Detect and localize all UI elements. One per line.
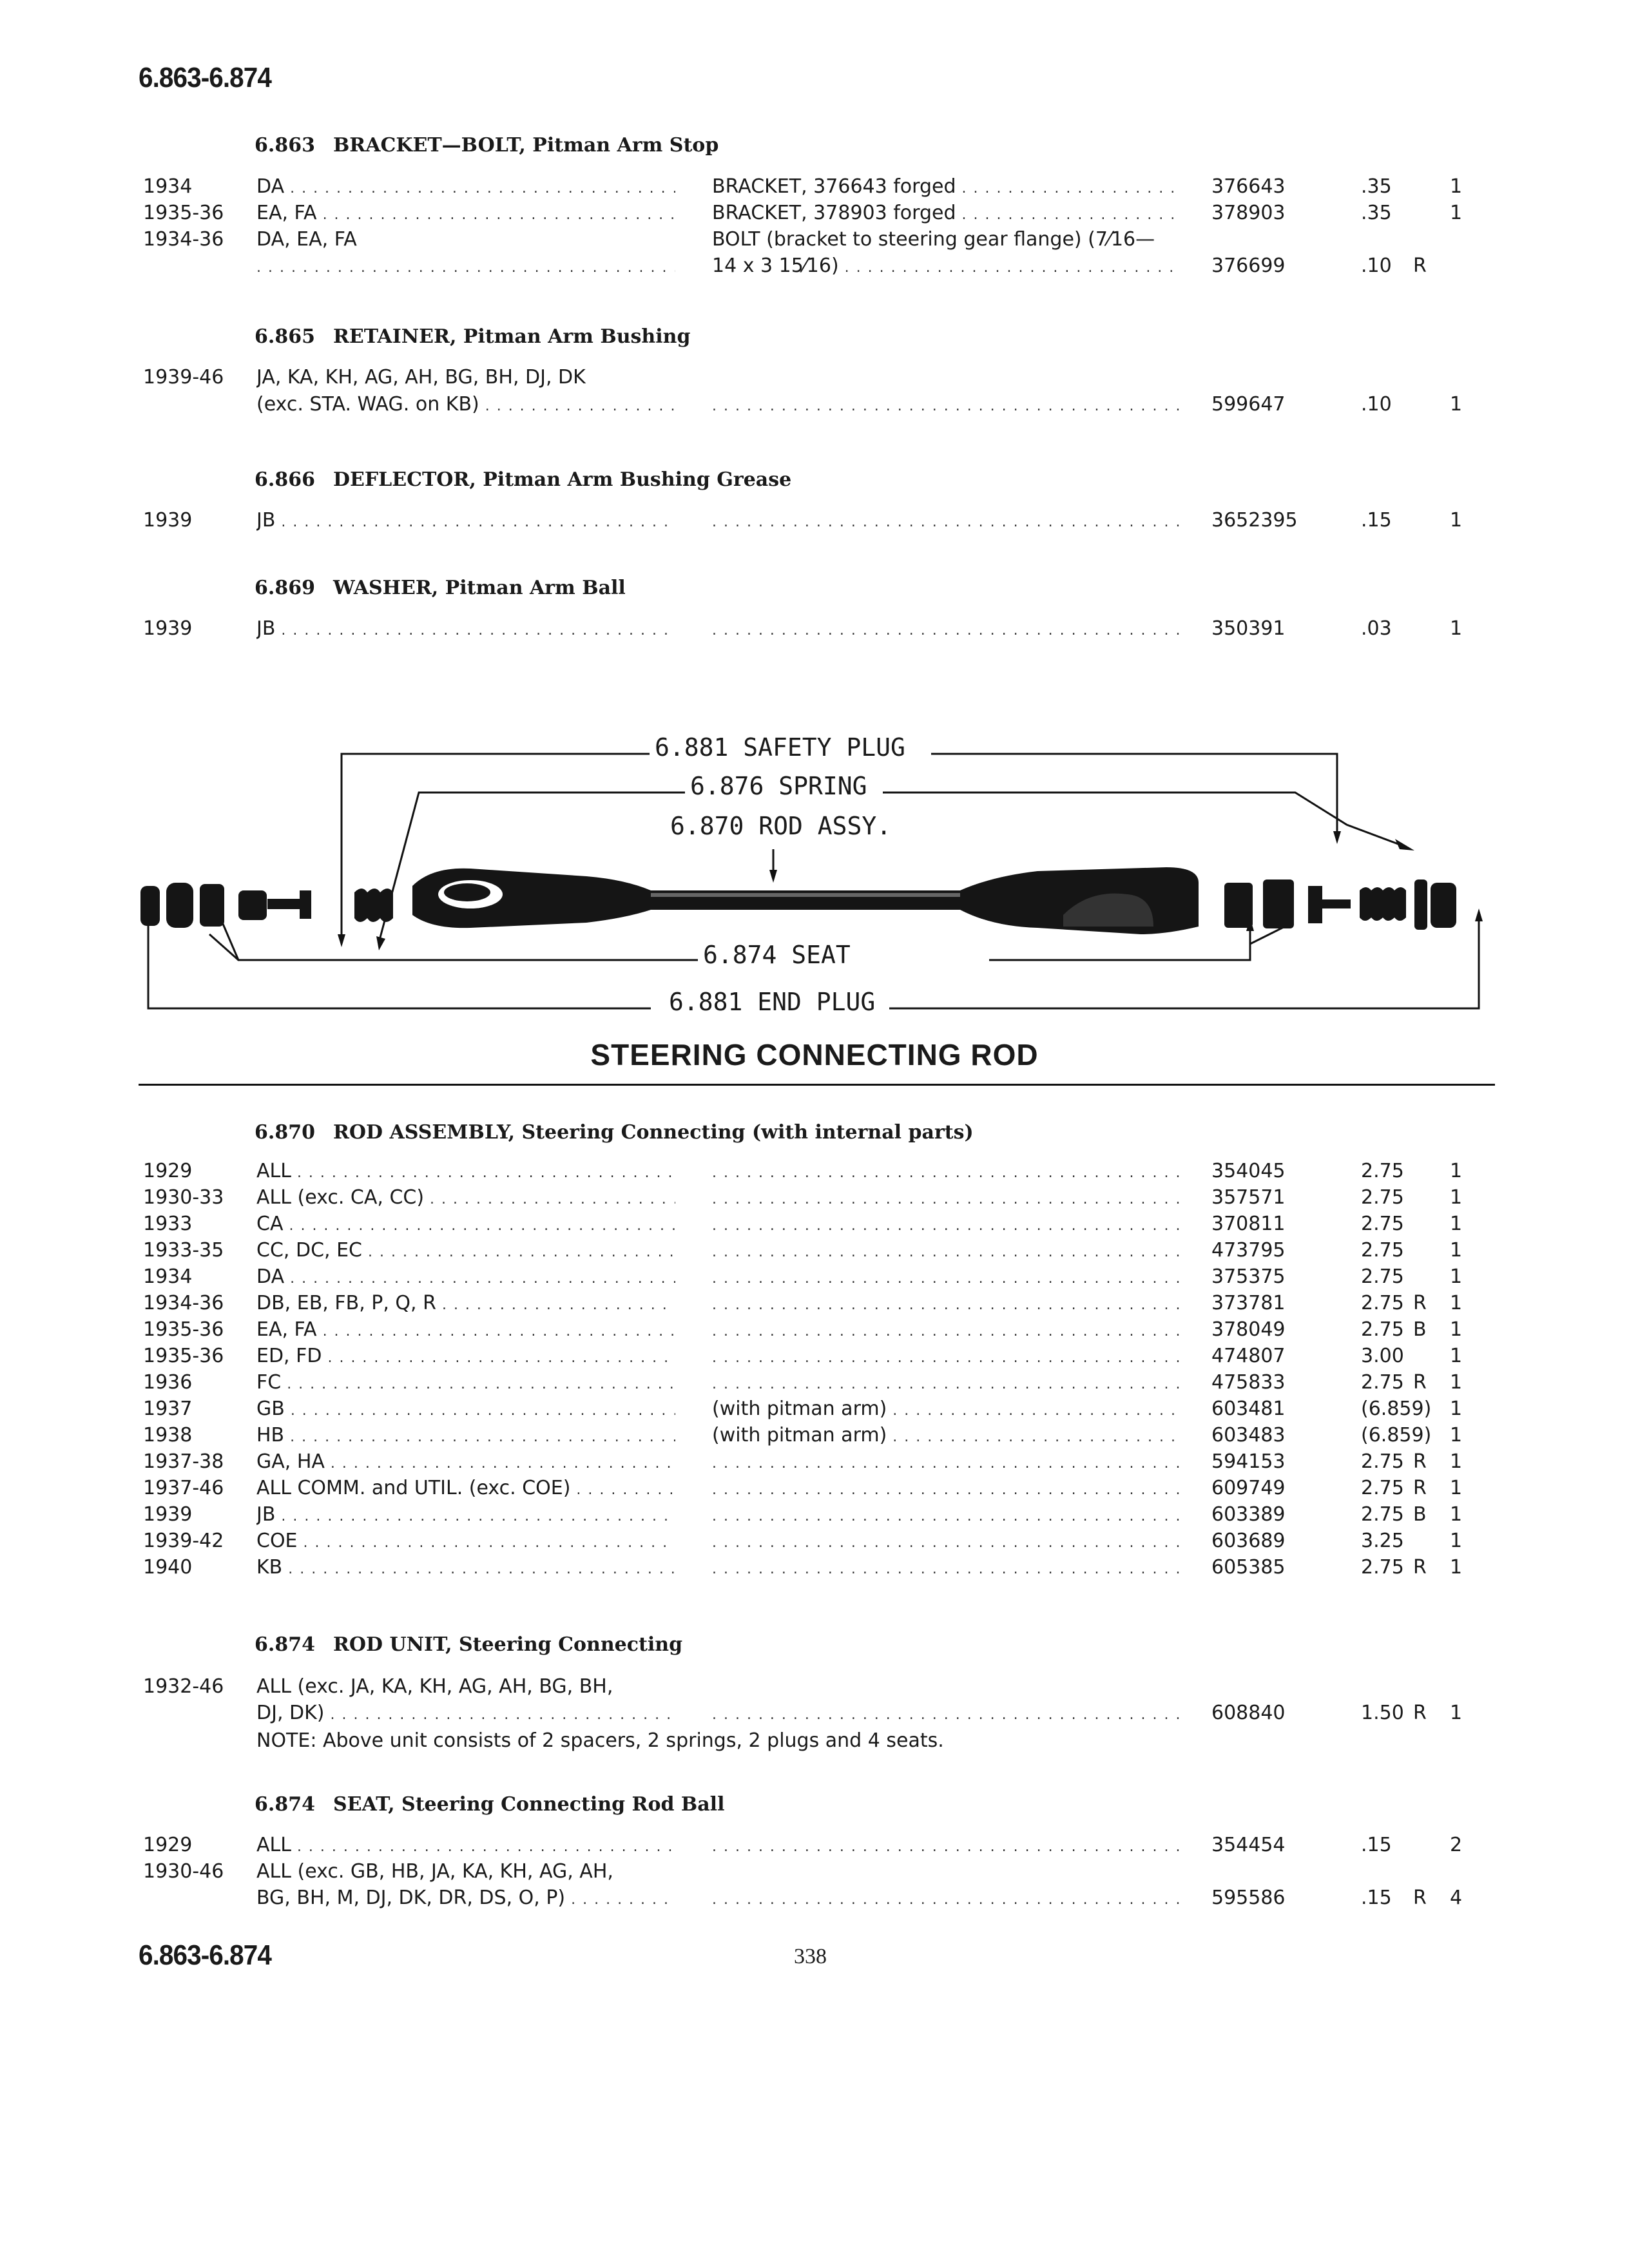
row-models: CC, DC, EC . . . <box>256 1239 675 1262</box>
row-models: EA, FA . . . <box>256 202 675 224</box>
row-price: 2.75 <box>1361 1371 1404 1394</box>
row-year: 1930-33 <box>143 1186 224 1209</box>
row-year: 1939 <box>143 1503 193 1526</box>
row-models: KB . . . <box>256 1556 675 1579</box>
section-title-6869 <box>255 577 626 599</box>
row-description <box>712 1345 1179 1367</box>
row-price: .10 <box>1361 393 1392 416</box>
row-quantity: 1 <box>1450 1186 1463 1209</box>
section-title-6870 <box>255 1121 974 1144</box>
row-year: 1934-36 <box>143 228 224 251</box>
row-description: BRACKET, 378903 forged . . . <box>712 202 1179 224</box>
row-models: ALL (exc. CA, CC) . . . <box>256 1186 675 1209</box>
row-models: JB . . . <box>256 1503 675 1526</box>
row-price: 2.75 <box>1361 1265 1404 1288</box>
row-price: 2.75 <box>1361 1556 1404 1579</box>
seat-leader-left-branch <box>209 934 238 960</box>
table-row <box>0 1292 1629 1319</box>
row-part-number: 370811 <box>1211 1213 1286 1235</box>
row-description: 14 x 3 15⁄16) . . . <box>712 255 1179 277</box>
row-price: 2.75 <box>1361 1477 1404 1499</box>
section-name: DEFLECTOR, Pitman Arm Bushing Grease <box>333 468 792 491</box>
row-description <box>712 1702 1179 1724</box>
section-name: WASHER, Pitman Arm Ball <box>333 577 626 599</box>
row-price: 3.25 <box>1361 1530 1404 1552</box>
row-description <box>712 1834 1179 1856</box>
page-number: 338 <box>794 1945 827 1968</box>
row-part-number: 357571 <box>1211 1186 1286 1209</box>
row-models: ALL COMM. and UTIL. (exc. COE) . . . <box>256 1477 675 1499</box>
row-quantity: 1 <box>1450 1398 1463 1420</box>
table-row <box>0 1213 1629 1240</box>
row-price: 2.75 <box>1361 1213 1404 1235</box>
row-part-number: 376699 <box>1211 255 1286 277</box>
section-number: 6.865 <box>255 325 315 348</box>
arrowhead-icon <box>1475 908 1483 921</box>
table-row <box>0 1424 1629 1451</box>
row-part-number: 350391 <box>1211 617 1286 640</box>
row-code: B <box>1413 1318 1427 1341</box>
row-quantity: 1 <box>1450 1160 1463 1182</box>
table-row <box>0 228 1629 255</box>
row-code: R <box>1413 1371 1427 1394</box>
table-row <box>0 1450 1629 1477</box>
row-year: 1939-42 <box>143 1530 224 1552</box>
row-year: 1939 <box>143 509 193 532</box>
table-row <box>0 1345 1629 1372</box>
row-description <box>712 1160 1179 1182</box>
row-models: CA . . . <box>256 1213 675 1235</box>
page-range-header: 6.863-6.874 <box>139 62 271 93</box>
section-name: RETAINER, Pitman Arm Bushing <box>333 325 691 348</box>
table-row <box>0 1530 1629 1557</box>
row-code: R <box>1413 1556 1427 1579</box>
row-models: HB . . . <box>256 1424 675 1446</box>
row-description <box>712 1477 1179 1499</box>
row-part-number: 473795 <box>1211 1239 1286 1262</box>
table-row <box>0 1318 1629 1345</box>
row-year: 1933-35 <box>143 1239 224 1262</box>
left-end-parts <box>140 883 393 928</box>
diagram-title: STEERING CONNECTING ROD <box>590 1038 1039 1072</box>
rod-unit-note: NOTE: Above unit consists of 2 spacers, 2 springs, 2 plugs and 4 seats. <box>256 1729 944 1752</box>
page-range-footer: 6.863-6.874 <box>139 1939 271 1971</box>
row-code: R <box>1413 1450 1427 1473</box>
row-quantity: 1 <box>1450 1345 1463 1367</box>
row-part-number: 378903 <box>1211 202 1286 224</box>
row-models: (exc. STA. WAG. on KB) . . . <box>256 393 675 416</box>
table-row <box>0 393 1629 420</box>
row-description <box>712 1556 1179 1579</box>
arrowhead-icon <box>376 936 385 950</box>
row-models: FC . . . <box>256 1371 675 1394</box>
row-models: JB . . . <box>256 617 675 640</box>
row-quantity: 1 <box>1450 509 1463 532</box>
row-year: 1929 <box>143 1834 193 1856</box>
row-description <box>712 1265 1179 1288</box>
row-part-number: 595586 <box>1211 1887 1286 1909</box>
row-models: GA, HA . . . <box>256 1450 675 1473</box>
table-row <box>0 175 1629 202</box>
row-description <box>712 1318 1179 1341</box>
row-price: .35 <box>1361 175 1392 198</box>
arrowhead-icon <box>769 870 777 883</box>
row-year: 1937-38 <box>143 1450 224 1473</box>
section-title-6865 <box>255 325 690 348</box>
row-part-number: 375375 <box>1211 1265 1286 1288</box>
table-row <box>0 617 1629 644</box>
row-models: DJ, DK) . . . <box>256 1702 675 1724</box>
row-description: (with pitman arm) . . . <box>712 1398 1179 1420</box>
section-name: SEAT, Steering Connecting Rod Ball <box>333 1793 725 1816</box>
row-price: 2.75 <box>1361 1292 1404 1314</box>
row-part-number: 376643 <box>1211 175 1286 198</box>
table-row <box>0 1186 1629 1213</box>
row-quantity: 1 <box>1450 1503 1463 1526</box>
row-year: 1935-36 <box>143 1345 224 1367</box>
label-end-plug: 6.881 END PLUG <box>664 988 880 1016</box>
section-number: 6.863 <box>255 134 315 157</box>
row-models <box>256 255 675 277</box>
row-price: 2.75 <box>1361 1503 1404 1526</box>
row-quantity: 1 <box>1450 1556 1463 1579</box>
row-description <box>712 1292 1179 1314</box>
row-part-number: 3652395 <box>1211 509 1298 532</box>
row-year: 1934 <box>143 175 193 198</box>
row-models: ALL . . . <box>256 1160 675 1182</box>
row-code: R <box>1413 255 1427 277</box>
row-description <box>712 1213 1179 1235</box>
row-price: .10 <box>1361 255 1392 277</box>
rod-body <box>412 867 1199 934</box>
row-price: .15 <box>1361 1887 1392 1909</box>
end-plug-leader-left <box>148 921 651 1008</box>
row-price: 1.50 <box>1361 1702 1404 1724</box>
section-name: BRACKET—BOLT, Pitman Arm Stop <box>333 134 719 157</box>
section-number: 6.870 <box>255 1121 315 1144</box>
table-row <box>0 1503 1629 1530</box>
table-row <box>0 1371 1629 1398</box>
row-price: 2.75 <box>1361 1318 1404 1341</box>
row-year: 1934 <box>143 1265 193 1288</box>
row-quantity: 2 <box>1450 1834 1463 1856</box>
section-title-6866 <box>255 468 791 491</box>
section-number: 6.874 <box>255 1633 315 1656</box>
table-row <box>0 1265 1629 1293</box>
label-seat: 6.874 SEAT <box>698 941 856 969</box>
row-quantity: 1 <box>1450 393 1463 416</box>
row-description <box>712 393 1179 416</box>
row-part-number: 603483 <box>1211 1424 1286 1446</box>
row-models: ALL . . . <box>256 1834 675 1856</box>
row-description <box>712 1186 1179 1209</box>
row-quantity: 1 <box>1450 175 1463 198</box>
row-price: 2.75 <box>1361 1186 1404 1209</box>
row-models: DA . . . <box>256 1265 675 1288</box>
row-models: GB . . . <box>256 1398 675 1420</box>
end-plug-leader-right <box>889 921 1479 1008</box>
row-quantity: 1 <box>1450 1292 1463 1314</box>
row-part-number: 475833 <box>1211 1371 1286 1394</box>
row-models: JA, KA, KH, AG, AH, BG, BH, DJ, DK <box>256 366 586 389</box>
row-price: .35 <box>1361 202 1392 224</box>
table-row <box>0 1398 1629 1425</box>
row-year: 1933 <box>143 1213 193 1235</box>
row-quantity: 1 <box>1450 1530 1463 1552</box>
arrowhead-icon <box>338 934 345 947</box>
table-row <box>0 1556 1629 1583</box>
row-price: .15 <box>1361 1834 1392 1856</box>
table-row <box>0 255 1629 282</box>
row-quantity: 1 <box>1450 1371 1463 1394</box>
section-number: 6.866 <box>255 468 315 491</box>
row-description <box>712 1530 1179 1552</box>
table-row <box>0 366 1629 393</box>
section-number: 6.874 <box>255 1793 315 1816</box>
row-part-number: 474807 <box>1211 1345 1286 1367</box>
row-part-number: 378049 <box>1211 1318 1286 1341</box>
table-row <box>0 1702 1629 1729</box>
spring-leader-right <box>883 793 1398 844</box>
table-row <box>0 1675 1629 1702</box>
row-year: 1930-46 <box>143 1860 224 1883</box>
row-part-number: 609749 <box>1211 1477 1286 1499</box>
section-name: ROD UNIT, Steering Connecting <box>333 1633 683 1656</box>
row-price: 3.00 <box>1361 1345 1404 1367</box>
row-description: BRACKET, 376643 forged . . . <box>712 175 1179 198</box>
row-quantity: 1 <box>1450 1265 1463 1288</box>
row-models: EA, FA . . . <box>256 1318 675 1341</box>
row-description <box>712 1371 1179 1394</box>
row-price: 2.75 <box>1361 1239 1404 1262</box>
table-row <box>0 1887 1629 1914</box>
table-row <box>0 1160 1629 1187</box>
row-price: .15 <box>1361 509 1392 532</box>
steering-rod-diagram <box>135 722 1501 1024</box>
row-year: 1938 <box>143 1424 193 1446</box>
row-price: (6.859) <box>1361 1424 1432 1446</box>
row-quantity: 1 <box>1450 617 1463 640</box>
row-year: 1937-46 <box>143 1477 224 1499</box>
row-models: COE . . . <box>256 1530 675 1552</box>
row-models: BG, BH, M, DJ, DK, DR, DS, O, P) . . . <box>256 1887 675 1909</box>
seat-leader-right <box>989 931 1250 960</box>
row-year: 1929 <box>143 1160 193 1182</box>
row-code: R <box>1413 1292 1427 1314</box>
row-description: BOLT (bracket to steering gear flange) (7⁄16— <box>712 228 1155 251</box>
row-description <box>712 1887 1179 1909</box>
section-title-6874-seat <box>255 1793 724 1816</box>
row-year: 1936 <box>143 1371 193 1394</box>
row-models: DB, EB, FB, P, Q, R . . . <box>256 1292 675 1314</box>
row-year: 1940 <box>143 1556 193 1579</box>
row-part-number: 603389 <box>1211 1503 1286 1526</box>
row-quantity: 1 <box>1450 1477 1463 1499</box>
section-number: 6.869 <box>255 577 315 599</box>
row-description <box>712 1239 1179 1262</box>
row-description <box>712 617 1179 640</box>
row-quantity: 4 <box>1450 1887 1463 1909</box>
table-row <box>0 1834 1629 1861</box>
section-title-6874-rod-unit <box>255 1633 682 1656</box>
row-part-number: 354454 <box>1211 1834 1286 1856</box>
table-row <box>0 1860 1629 1887</box>
row-part-number: 373781 <box>1211 1292 1286 1314</box>
row-description: (with pitman arm) . . . <box>712 1424 1179 1446</box>
right-end-parts <box>1224 879 1456 930</box>
row-quantity: 1 <box>1450 1450 1463 1473</box>
row-description <box>712 1450 1179 1473</box>
row-price: .03 <box>1361 617 1392 640</box>
label-safety-plug: 6.881 SAFETY PLUG <box>650 733 911 762</box>
row-price: (6.859) <box>1361 1398 1432 1420</box>
row-year: 1935-36 <box>143 1318 224 1341</box>
row-year: 1935-36 <box>143 202 224 224</box>
row-year: 1932-46 <box>143 1675 224 1698</box>
table-row <box>0 1239 1629 1266</box>
table-row <box>0 202 1629 229</box>
row-code: R <box>1413 1477 1427 1499</box>
row-models: DA, EA, FA <box>256 228 357 251</box>
row-year: 1939 <box>143 617 193 640</box>
arrowhead-icon <box>1333 831 1341 844</box>
row-description <box>712 509 1179 532</box>
row-year: 1939-46 <box>143 366 224 389</box>
steering-rod-illustration <box>135 722 1501 1024</box>
row-part-number: 603481 <box>1211 1398 1286 1420</box>
row-models: ED, FD . . . <box>256 1345 675 1367</box>
row-models: DA . . . <box>256 175 675 198</box>
row-part-number: 608840 <box>1211 1702 1286 1724</box>
row-description <box>712 1503 1179 1526</box>
label-spring: 6.876 SPRING <box>685 772 872 800</box>
label-rod-assy: 6.870 ROD ASSY. <box>665 812 896 840</box>
row-quantity: 1 <box>1450 202 1463 224</box>
divider <box>139 1084 1495 1086</box>
row-price: 2.75 <box>1361 1450 1404 1473</box>
table-row <box>0 1477 1629 1504</box>
row-part-number: 605385 <box>1211 1556 1286 1579</box>
row-part-number: 599647 <box>1211 393 1286 416</box>
row-models: ALL (exc. JA, KA, KH, AG, AH, BG, BH, <box>256 1675 613 1698</box>
row-quantity: 1 <box>1450 1702 1463 1724</box>
row-part-number: 354045 <box>1211 1160 1286 1182</box>
section-title-6863 <box>255 134 718 157</box>
row-code: R <box>1413 1702 1427 1724</box>
row-quantity: 1 <box>1450 1424 1463 1446</box>
row-code: B <box>1413 1503 1427 1526</box>
row-year: 1934-36 <box>143 1292 224 1314</box>
row-quantity: 1 <box>1450 1318 1463 1341</box>
row-part-number: 603689 <box>1211 1530 1286 1552</box>
section-name: ROD ASSEMBLY, Steering Connecting (with internal parts) <box>333 1121 974 1144</box>
row-quantity: 1 <box>1450 1213 1463 1235</box>
row-part-number: 594153 <box>1211 1450 1286 1473</box>
row-models: JB . . . <box>256 509 675 532</box>
arrowhead-icon <box>1395 839 1414 850</box>
row-price: 2.75 <box>1361 1160 1404 1182</box>
row-year: 1937 <box>143 1398 193 1420</box>
table-row <box>0 509 1629 536</box>
row-quantity: 1 <box>1450 1239 1463 1262</box>
row-models: ALL (exc. GB, HB, JA, KA, KH, AG, AH, <box>256 1860 613 1883</box>
row-code: R <box>1413 1887 1427 1909</box>
